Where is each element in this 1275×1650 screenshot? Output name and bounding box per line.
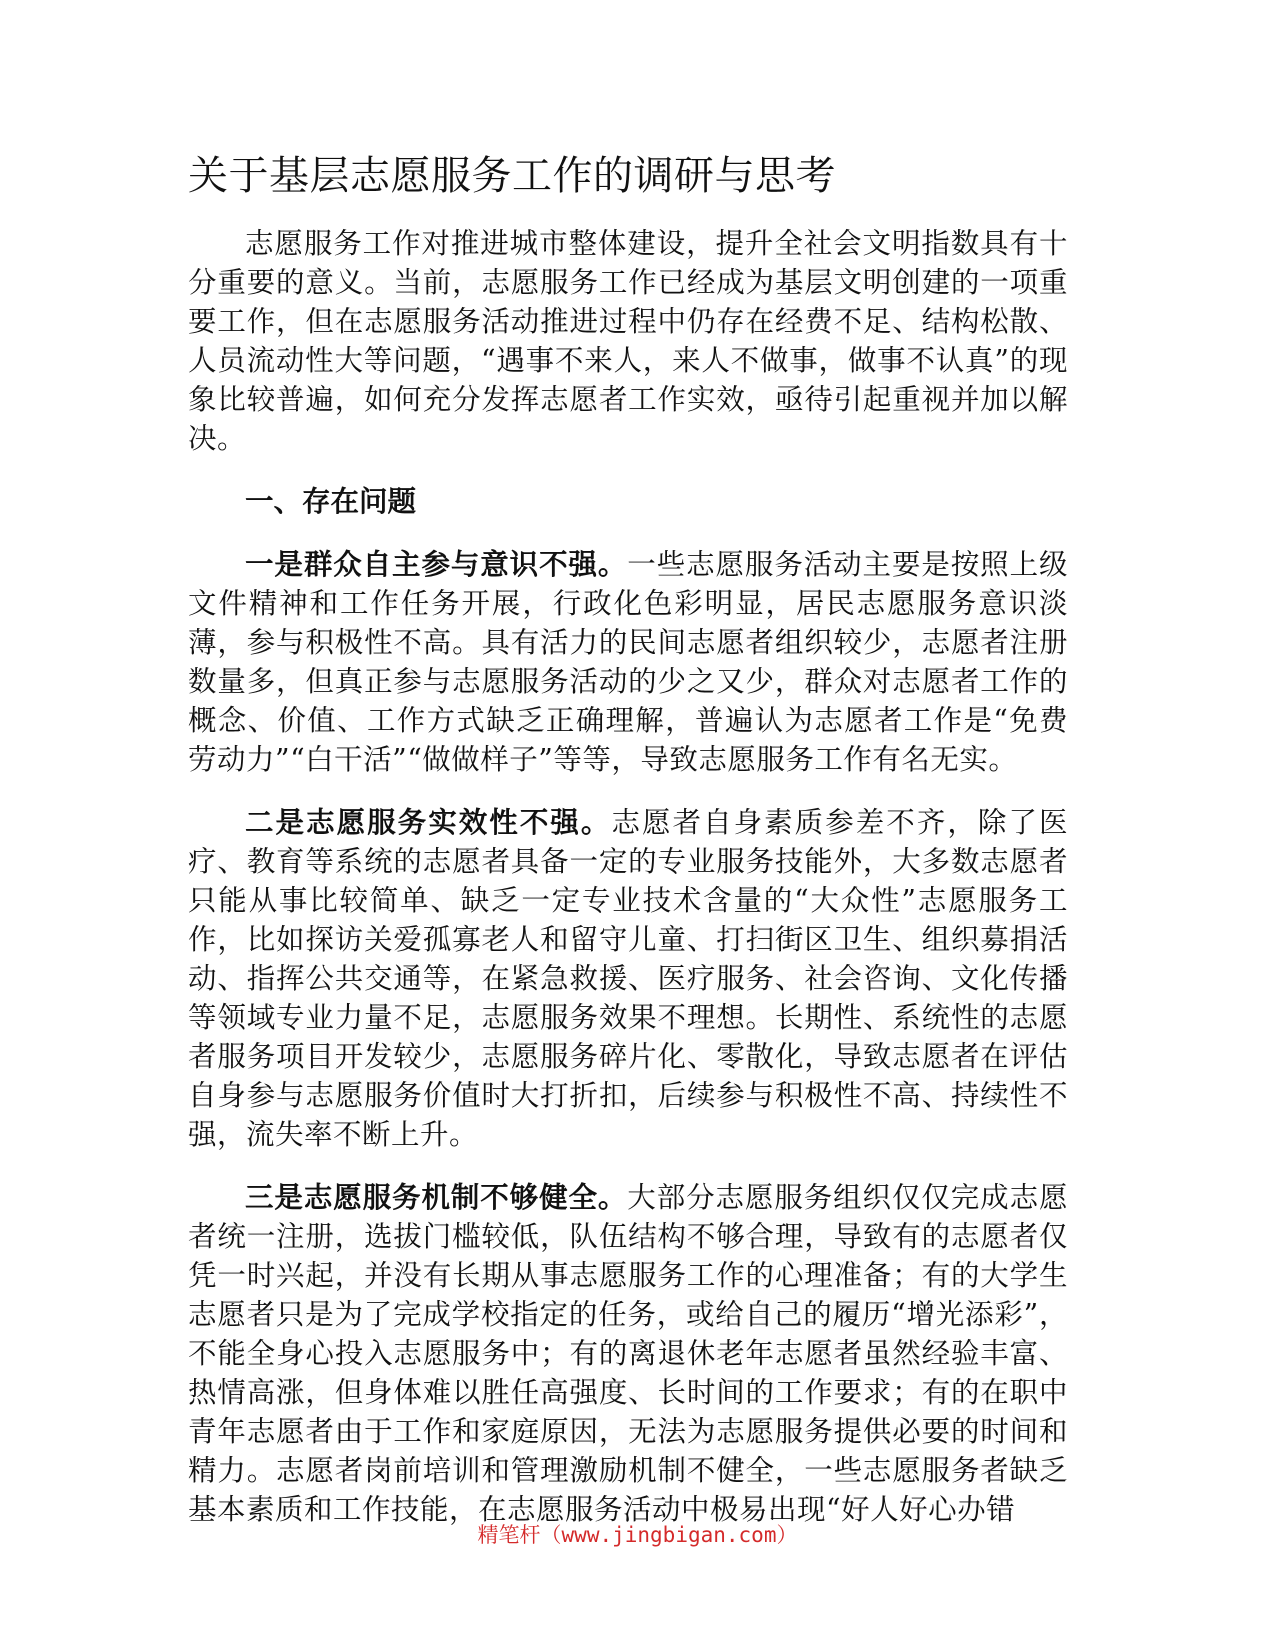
paragraph-text: 大部分志愿服务组织仅仅完成志愿者统一注册，选拔门槛较低，队伍结构不够合理，导致有的志愿者仅凭一时兴起，并没有长期从事志愿服务工作的心理准备；有的大学生志愿者只是为了完成学校指定的任务，或给自己的履历“增光添彩”，不能全身心投入志愿服务中；有的离退休老年志愿者虽然经验丰富、热情高涨，但身体难以胜任高强度、长时间的工作要求；有的在职中青年志愿者由于工作和家庭原因，无法为志愿服务提供必要的时间和精力。志愿者岗前培训和管理激励机制不健全，一些志愿服务者缺乏基本素质和工作技能，在志愿服务活动中极易出现“好人好心办错: [188, 1181, 1068, 1526]
problem-paragraph-2: [188, 803, 1068, 1154]
paragraph-text: 一些志愿服务活动主要是按照上级文件精神和工作任务开展，行政化色彩明显，居民志愿服务意识淡薄，参与积极性不高。具有活力的民间志愿者组织较少，志愿者注册数量多，但真正参与志愿服务活动的少之又少，群众对志愿者工作的概念、价值、工作方式缺乏正确理解，普遍认为志愿者工作是“免费劳动力”“白干活”“做做样子”等等，导致志愿服务工作有名无实。: [188, 548, 1068, 776]
intro-paragraph: 志愿服务工作对推进城市整体建设，提升全社会文明指数具有十分重要的意义。当前，志愿服务工作已经成为基层文明创建的一项重要工作，但在志愿服务活动推进过程中仍存在经费不足、结构松散、人员流动性大等问题，“遇事不来人，来人不做事，做事不认真”的现象比较普遍，如何充分发挥志愿者工作实效，亟待引起重视并加以解决。: [188, 227, 1068, 455]
problem-paragraph-1: [188, 545, 1068, 779]
paragraph-text: 志愿者自身素质参差不齐，除了医疗、教育等系统的志愿者具备一定的专业服务技能外，大多数志愿者只能从事比较简单、缺乏一定专业技术含量的“大众性”志愿服务工作，比如探访关爱孤寡老人和留守儿童、打扫街区卫生、组织募捐活动、指挥公共交通等，在紧急救援、医疗服务、社会咨询、文化传播等领域专业力量不足，志愿服务效果不理想。长期性、系统性的志愿者服务项目开发较少，志愿服务碎片化、零散化，导致志愿者在评估自身参与志愿服务价值时大打折扣，后续参与积极性不高、持续性不强，流失率不断上升。: [188, 806, 1068, 1151]
paragraph-lead: 一是群众自主参与意识不强。: [245, 547, 628, 581]
document-title: 关于基层志愿服务工作的调研与思考: [188, 153, 836, 199]
paragraph-lead: 二是志愿服务实效性不强。: [245, 805, 612, 839]
problem-paragraph-3: [188, 1178, 1068, 1529]
section-heading: 一、存在问题: [245, 484, 417, 518]
document-body: [188, 224, 1068, 1553]
paragraph-lead: 三是志愿服务机制不够健全。: [245, 1180, 628, 1214]
footer-watermark[interactable]: 精笔杆（www.jingbigan.com）: [477, 1523, 798, 1547]
